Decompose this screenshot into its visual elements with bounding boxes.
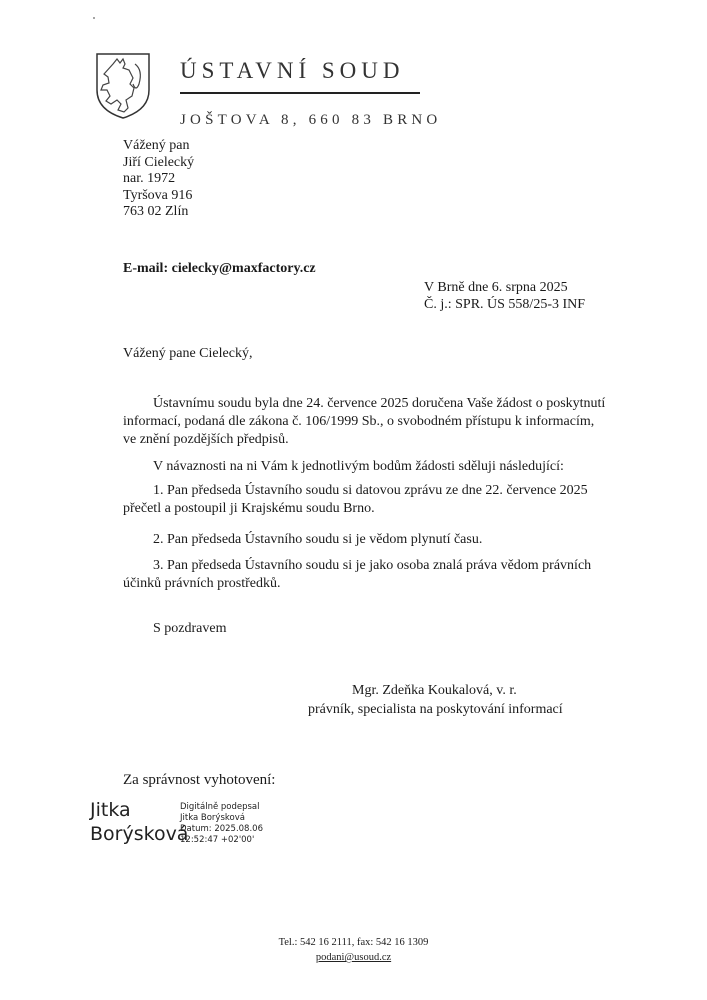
- coat-of-arms-icon: [95, 52, 151, 120]
- recipient-line: Vážený pan: [123, 138, 190, 153]
- letter-date: V Brně dne 6. srpna 2025: [424, 280, 568, 295]
- scan-speck: [93, 17, 95, 19]
- list-item-line: 3. Pan předseda Ústavního soudu si je jako osoba znalá práva vědom právních: [153, 558, 592, 573]
- digital-signature-name: [90, 798, 188, 846]
- paragraph-line: V návaznosti na ni Vám k jednotlivým bodům žádosti sděluji následující:: [153, 459, 564, 474]
- footer-email-wrap: [0, 952, 707, 963]
- signer-first-name: Jitka: [90, 799, 131, 821]
- recipient-email: E-mail: cielecky@maxfactory.cz: [123, 261, 316, 276]
- paragraph-line: Ústavnímu soudu byla dne 24. července 2025 doručena Vaše žádost o poskytnutí: [153, 396, 606, 411]
- certification-label: Za správnost vyhotovení:: [123, 772, 276, 788]
- footer-phone: Tel.: 542 16 2111, fax: 542 16 1309: [278, 937, 429, 948]
- recipient-line: Tyršova 916: [123, 187, 193, 203]
- signatory-name: Mgr. Zdeňka Koukalová, v. r.: [352, 683, 517, 698]
- case-number: Č. j.: SPR. ÚS 558/25-3 INF: [424, 297, 586, 312]
- list-item-line: účinků právních prostředků.: [123, 576, 281, 591]
- signature-info-line: Digitálně podepsal: [180, 802, 260, 812]
- recipient-line: Jiří Cielecký: [123, 154, 195, 170]
- list-item-line: 1. Pan předseda Ústavního soudu si datovou zprávu ze dne 22. července 2025: [153, 483, 588, 498]
- court-name: ÚSTAVNÍ SOUD: [180, 58, 405, 83]
- recipient-line: 763 02 Zlín: [123, 204, 189, 219]
- reference-block: [424, 279, 585, 313]
- footer-email-link[interactable]: podani@usoud.cz: [315, 952, 392, 963]
- closing: S pozdravem: [153, 621, 227, 636]
- list-item-line: přečetl a postoupil ji Krajskému soudu Brno.: [123, 501, 375, 516]
- recipient-line: nar. 1972: [123, 171, 176, 186]
- paragraph-line: ve znění pozdějších předpisů.: [123, 432, 289, 447]
- digital-signature-info: [180, 802, 263, 846]
- signature-info-line: Jitka Borýsková: [180, 813, 245, 823]
- letterhead-divider: [180, 92, 420, 94]
- signature-info-line: Datum: 2025.08.06: [180, 824, 263, 834]
- signatory-title: právník, specialista na poskytování informací: [308, 702, 563, 717]
- recipient-block: [123, 138, 194, 221]
- paragraph-line: informací, podaná dle zákona č. 106/1999 Sb., o svobodném přístupu k informacím,: [123, 414, 595, 429]
- salutation: Vážený pane Cielecký,: [123, 346, 253, 361]
- signer-last-name: Borýsková: [90, 823, 189, 845]
- list-item-line: 2. Pan předseda Ústavního soudu si je vědom plynutí času.: [153, 532, 483, 547]
- signature-info-line: 12:52:47 +02'00': [180, 835, 255, 845]
- court-address: JOŠTOVA 8, 660 83 BRNO: [180, 112, 442, 128]
